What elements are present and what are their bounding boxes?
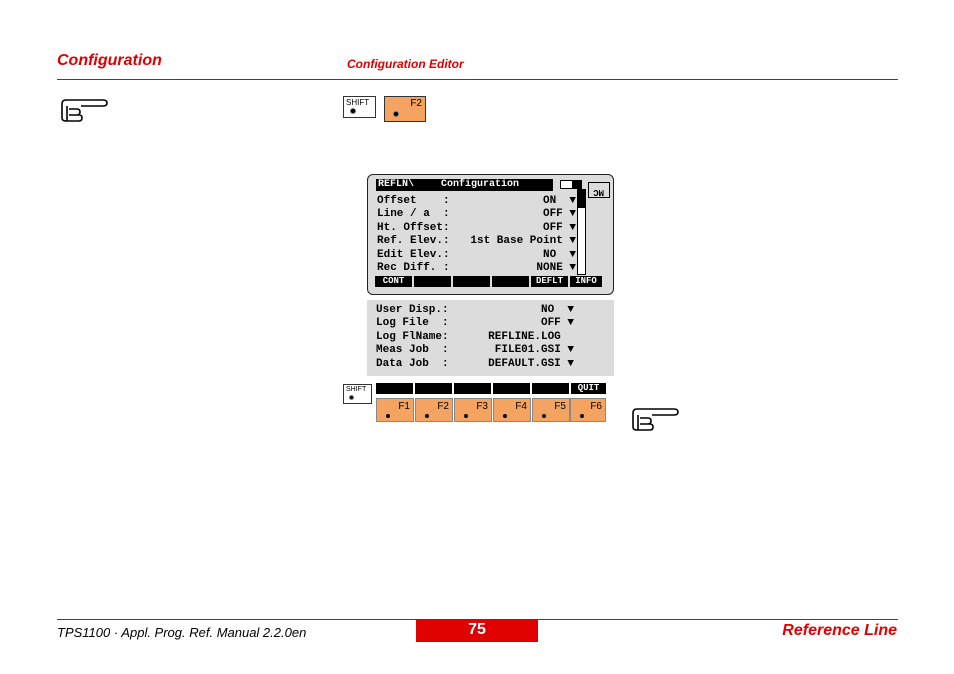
config-row-rec-diff[interactable]	[377, 262, 576, 274]
row-label: Data Job :	[376, 358, 449, 370]
row-value: DEFAULT.GSI ▼	[488, 358, 574, 370]
header-rule	[57, 79, 898, 80]
manual-title: TPS1100 · Appl. Prog. Ref. Manual 2.2.0en	[57, 625, 307, 640]
f2-key[interactable]	[384, 96, 426, 122]
shift-key[interactable]	[343, 96, 376, 118]
subsection-title: Configuration Editor	[347, 57, 464, 71]
f2-key-label: F2	[437, 401, 449, 412]
softkey-bar-5[interactable]	[532, 383, 569, 394]
f5-key-label: F5	[554, 401, 566, 412]
softkey-bar-2[interactable]	[415, 383, 452, 394]
f3-key-label: F3	[476, 401, 488, 412]
f6-key[interactable]	[570, 398, 606, 422]
row-label: Log FlName:	[376, 331, 449, 343]
f1-key[interactable]	[376, 398, 414, 422]
config-row-ht-offset[interactable]	[377, 222, 576, 234]
softkey-cont[interactable]: CONT	[375, 276, 412, 287]
section-title: Configuration	[57, 52, 162, 69]
row-value: OFF ▼	[542, 222, 576, 234]
f4-key-label: F4	[515, 401, 527, 412]
row-label: Offset :	[377, 195, 450, 207]
config-row-log-file[interactable]	[376, 317, 574, 329]
key-dot-icon	[425, 414, 429, 418]
key-dot-icon	[542, 414, 546, 418]
f2-key-label: F2	[410, 98, 422, 109]
f4-key[interactable]	[493, 398, 531, 422]
scrollbar[interactable]	[577, 189, 586, 275]
mode-indicator: MC	[588, 182, 610, 198]
key-dot-icon	[503, 414, 507, 418]
config-row-data-job[interactable]	[376, 358, 574, 370]
config-row-offset[interactable]	[377, 195, 576, 207]
key-dot-icon	[464, 414, 468, 418]
softkey-2[interactable]	[414, 276, 451, 287]
key-dot-icon	[349, 395, 354, 400]
row-label: Rec Diff. :	[377, 262, 450, 274]
row-label: Edit Elev.:	[377, 249, 450, 261]
row-value: REFLINE.LOG	[488, 331, 574, 343]
row-value: NO ▼	[542, 249, 576, 261]
config-row-meas-job[interactable]	[376, 344, 574, 356]
softkey-quit[interactable]: QUIT	[571, 383, 606, 394]
config-row-line[interactable]	[377, 208, 576, 220]
instrument-screen	[367, 174, 614, 295]
row-value: NONE ▼	[536, 262, 576, 274]
f5-key[interactable]	[532, 398, 570, 422]
config-row-ref-elev[interactable]	[377, 235, 576, 247]
row-value: ON ▼	[542, 195, 576, 207]
softkey-deflt[interactable]: DEFLT	[531, 276, 568, 287]
battery-icon	[560, 180, 582, 189]
shift-key-label: SHIFT	[346, 386, 367, 393]
softkey-bar-1[interactable]	[376, 383, 413, 394]
screen-extension	[367, 300, 614, 376]
softkey-info[interactable]: INFO	[570, 276, 602, 287]
config-row-edit-elev[interactable]	[377, 249, 576, 261]
f3-key[interactable]	[454, 398, 492, 422]
softkey-4[interactable]	[492, 276, 529, 287]
row-value: FILE01.GSI ▼	[494, 344, 574, 356]
chapter-title: Reference Line	[782, 622, 897, 639]
shift-key-label: SHIFT	[346, 98, 370, 107]
key-dot-icon	[350, 108, 356, 114]
shift-key-bottom[interactable]	[343, 384, 372, 404]
softkey-3[interactable]	[453, 276, 490, 287]
row-label: Ht. Offset:	[377, 222, 450, 234]
row-value: OFF ▼	[540, 317, 574, 329]
row-label: Log File :	[376, 317, 449, 329]
f6-key-label: F6	[590, 401, 602, 412]
key-dot-icon	[386, 414, 390, 418]
row-label: Meas Job :	[376, 344, 449, 356]
screen-title: Configuration	[441, 179, 520, 190]
f1-key-label: F1	[398, 401, 410, 412]
row-label: Line / a :	[377, 208, 450, 220]
row-label: Ref. Elev.:	[377, 235, 450, 247]
row-value: 1st Base Point ▼	[470, 235, 576, 247]
row-value: NO ▼	[540, 304, 574, 316]
page-number: 75	[416, 620, 538, 642]
key-dot-icon	[580, 414, 584, 418]
softkey-bar-3[interactable]	[454, 383, 491, 394]
softkey-bar-4[interactable]	[493, 383, 530, 394]
row-value: OFF ▼	[542, 208, 576, 220]
f2-key-bottom[interactable]	[415, 398, 453, 422]
config-row-user-disp[interactable]	[376, 304, 574, 316]
key-dot-icon	[393, 111, 399, 117]
row-label: User Disp.:	[376, 304, 449, 316]
screen-tab-label: REFLN\	[378, 179, 415, 190]
config-row-log-filename[interactable]	[376, 331, 574, 343]
pointing-hand-icon	[630, 405, 680, 433]
pointing-hand-icon	[59, 96, 109, 124]
softkey-bar	[376, 383, 606, 394]
